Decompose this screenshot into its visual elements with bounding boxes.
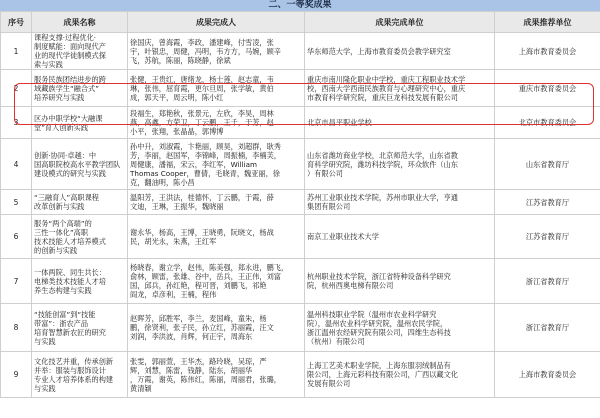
cell-line: 育科学研究院，潍坊科技学院，环众软件（山东 (307, 159, 458, 169)
cell-line: 温阳芳，王洪法，桂德怀，丁云鹏，于霞，薛 (130, 193, 274, 202)
cell-recommender: 江苏省教育厅 (495, 190, 600, 215)
cell-achievement-name (32, 259, 128, 304)
cell-line: 的创新与实践 (34, 245, 78, 255)
cell-number: 6 (1, 215, 32, 259)
cell-recommender: 重庆市教育委员会 (495, 70, 600, 107)
cell-line: 堂”育人创新实践 (34, 122, 89, 132)
table-row (1, 215, 600, 259)
cell-line: 山东省潍坊商业学校，北京师范大学，山东省教 (307, 150, 458, 160)
cell-line: 与实践 (34, 336, 56, 346)
table-row (1, 139, 600, 190)
cell-line: 克，翻油明，陈小昌 (130, 177, 195, 187)
cell-line: 徐国庆，曾海霞，李政，潘建峰，付雪凌，张 (130, 37, 274, 47)
col-header-number: 序号 (1, 12, 32, 33)
cell-line: 苏州工业职业技术学院，苏州市职业大学，亨通 (307, 193, 458, 202)
cell-number: 1 (1, 33, 32, 70)
cell-recommender: 山东省教育厅 (495, 139, 600, 190)
cell-line: 成，郭天平，周云明，陈小红 (130, 92, 224, 102)
cell-line: （杭州）有限公司 (307, 336, 365, 346)
cell-units (305, 70, 495, 107)
cell-line: “三融育人”高职课程 (34, 193, 99, 202)
cell-line: 市教育科学研究院，重庆巨龙科技发展有限公司 (307, 92, 458, 102)
cell-line: 刘润，李洪波，肖辉，何正宇，周海东 (130, 332, 253, 341)
cell-people (128, 33, 305, 70)
cell-line: 宇，叶银忠，周健，冯明，韦方方，马婉，顾辛 (130, 46, 281, 56)
table-row (1, 304, 600, 352)
cell-units (305, 304, 495, 352)
cell-recommender: 上海市教育委员会 (495, 33, 600, 70)
cell-line: 国高职院校高水平教学团队 (34, 159, 121, 169)
col-header-people: 成果完成人 (128, 12, 305, 33)
table-row (1, 190, 600, 215)
cell-achievement-name (32, 33, 128, 70)
cell-line: 院），温州农业科学研究院，温州农民学院， (307, 318, 448, 328)
cell-line: 三性一体化”高职 (34, 227, 89, 237)
cell-line: 专业人才培养体系的构建 (34, 374, 114, 384)
cell-line: 孙中升，刘淑霞，卞艳丽，顾昊，刘超群，耿秀 (130, 141, 281, 151)
cell-line: 飞，苏航，陈丽，陈晓静，徐斌 (130, 55, 231, 65)
cell-line: 校，西南大学西南民族教育与心理研究中心，重庆 (307, 83, 466, 93)
cell-line: 域藏族学生“融合式” (34, 83, 99, 93)
cell-line: 发展有限公司 (307, 379, 351, 388)
cell-line: 课程支撑·过程优化· (34, 33, 97, 42)
cell-recommender: 浙江省教育厅 (495, 304, 600, 352)
cell-line: 带富”：浙农产品 (34, 318, 89, 328)
cell-line: 改革创新与实践 (34, 202, 85, 211)
cell-line: 俞林，顾雷，张雄、谷中，岳兵，王正伟，刘富 (130, 272, 281, 281)
cell-recommender: 上海市教育委员会 (495, 352, 600, 398)
cell-people (128, 190, 305, 215)
cell-achievement-name (32, 215, 128, 259)
cell-people (128, 139, 305, 190)
cell-people (128, 352, 305, 398)
cell-line: 技术技能人才培养模式 (34, 236, 106, 246)
cell-line: 限公司，上海元彩科技有限公司，广西以藏文化 (307, 370, 458, 379)
cell-recommender: 北京市教育委员会 (495, 107, 600, 139)
cell-number: 5 (1, 190, 32, 215)
cell-line: ，万霞，谢英，陈伟红，陈丽，周丽君，张璐， (130, 374, 281, 384)
section-title: 二、一等奖成果 (0, 0, 600, 11)
cell-units (305, 215, 495, 259)
cell-units (305, 352, 495, 398)
cell-units (305, 139, 495, 190)
cell-line: 并举：服装与服饰设计 (34, 365, 106, 375)
cell-people (128, 70, 305, 107)
cell-achievement-name (32, 352, 128, 398)
cell-line: 段福生，郑艳秋，张景元，左欣，李昊，周林 (130, 109, 274, 118)
cell-line: 张雯，郭丽萱，王华杰，路玲晓，吴琼，严 (130, 356, 267, 366)
cell-line: 一体两院、同生共长： (34, 267, 106, 277)
cell-line: 建设模式的研究与实践 (34, 168, 106, 178)
cell-line: Thomas Cooper，曹倩，毛晓青，魏亚丽，徐 (130, 168, 280, 178)
cell-achievement-name (32, 190, 128, 215)
cell-line: 区办中职学校“大融课 (34, 113, 103, 123)
cell-line: 国，邱兵，孙红艳，程可晋，刘鹏飞，祁艳 (130, 281, 267, 290)
cell-line: 培育智慧新农匠的研究 (34, 327, 106, 337)
cell-line: 文化技艺并重，传承创新 (34, 356, 114, 366)
cell-line: 杨晓春，谢立学，赵伟，陈美强，郑永进，鹏飞， (130, 263, 289, 272)
cell-number: 2 (1, 70, 32, 107)
cell-number: 4 (1, 139, 32, 190)
award-table (0, 11, 600, 398)
cell-line: 张健，王贵红，唐绪龙，杨士莲，赵志童，韦 (130, 74, 274, 84)
cell-number: 7 (1, 259, 32, 304)
cell-line: 北京市昌平职业学校 (307, 118, 372, 127)
cell-line: 华东师范大学，上海市教育委员会教学研究室 (307, 46, 451, 56)
table-row (1, 33, 600, 70)
cell-line: 文迪，王琳，王振华，魏晓丽 (130, 202, 224, 211)
cell-line: 制度赋能：面向现代产 (34, 42, 106, 51)
cell-achievement-name (32, 70, 128, 107)
cell-recommender: 江苏省教育厅 (495, 215, 600, 259)
cell-line: 培养研究与实践 (34, 92, 85, 102)
cell-people (128, 304, 305, 352)
cell-line: 上海工艺美术职业学院，上海东服羽绒制品有 (307, 361, 451, 370)
cell-line: 鹏，徐贤利，张子民，孙立红，苏丽霞，汪文 (130, 323, 274, 332)
table-row (1, 352, 600, 398)
cell-line: “技能创富”到“技能 (34, 309, 96, 319)
cell-line: 院，杭州西奥电梯有限公司 (307, 281, 394, 290)
table-row (1, 107, 600, 139)
cell-people (128, 259, 305, 304)
cell-line: 索与实践 (34, 60, 63, 69)
cell-line: 小平，张翔，张晶晶，郭博博 (130, 127, 224, 136)
col-header-units: 成果完成单位 (305, 12, 495, 33)
cell-line: 服务“两个高端”的 (34, 218, 92, 228)
cell-line: 重庆市南川隆化职业中学校，重庆工程职业技术学 (307, 74, 466, 84)
cell-number: 9 (1, 352, 32, 398)
cell-line: 南京工业职业技术大学 (307, 232, 379, 241)
cell-line: 黄清颖 (130, 383, 152, 393)
cell-line: 周健康，潘福，宋云，李红军，William (130, 159, 257, 169)
cell-achievement-name (32, 139, 128, 190)
cell-achievement-name (32, 304, 128, 352)
table-body (1, 33, 600, 398)
cell-number: 8 (1, 304, 32, 352)
cell-line: 业的现代学徒制模式探 (34, 51, 106, 60)
table-row (1, 259, 600, 304)
table-header-row (1, 12, 600, 33)
cell-line: 燕，高鑫，方荣卫，丁云鹏，王千，于芳，赵 (130, 118, 274, 127)
cell-line: 阎龙，卓彦利，王楠，程伟 (130, 290, 217, 299)
cell-line: 民，胡光永，朱燕，王红军 (130, 236, 217, 246)
cell-line: 辉，刘慧，陈雷，钱静，陆东，胡丽华 (130, 365, 253, 375)
cell-line: 温州科技职业学院（温州市农业科学研究 (307, 309, 437, 319)
cell-line: 琳，张伟，屈育霞，更尔旦周，张学敏，黄伯 (130, 83, 274, 93)
cell-line: 谢永华，杨高，王博，王晓勇，阮晓文，杨战 (130, 227, 274, 237)
cell-units (305, 33, 495, 70)
cell-line: 服务民族团结进步的跨 (34, 74, 106, 84)
cell-units (305, 190, 495, 215)
cell-units (305, 259, 495, 304)
cell-recommender: 浙江省教育厅 (495, 259, 600, 304)
cell-units (305, 107, 495, 139)
cell-line: 杭州职业技术学院，浙江省特种设备科学研究 (307, 272, 451, 281)
col-header-name: 成果名称 (32, 12, 128, 33)
cell-line: 创新·协同·卓越：中 (34, 150, 97, 160)
table-row (1, 70, 600, 107)
cell-line: 养生态构建与实践 (34, 285, 92, 295)
cell-line: 芳，李丽，赵国军，李锦峰，周振楠，李楠芙， (130, 150, 281, 160)
cell-line: 与实践 (34, 383, 56, 393)
cell-people (128, 107, 305, 139)
cell-achievement-name (32, 107, 128, 139)
col-header-recommender: 成果推荐单位 (495, 12, 600, 33)
cell-number: 3 (1, 107, 32, 139)
cell-line: ）有限公司 (307, 168, 343, 178)
cell-line: 电梯类技术技能人才培 (34, 276, 106, 286)
cell-line: 赵晖芳，邱胜军，李兰，麦国峰，童朱，杨 (130, 314, 267, 323)
cell-line: 集团有限公司 (307, 202, 351, 211)
cell-people (128, 215, 305, 259)
cell-line: 浙江温州农经研究院有限公司，四维生态科技 (307, 327, 451, 337)
